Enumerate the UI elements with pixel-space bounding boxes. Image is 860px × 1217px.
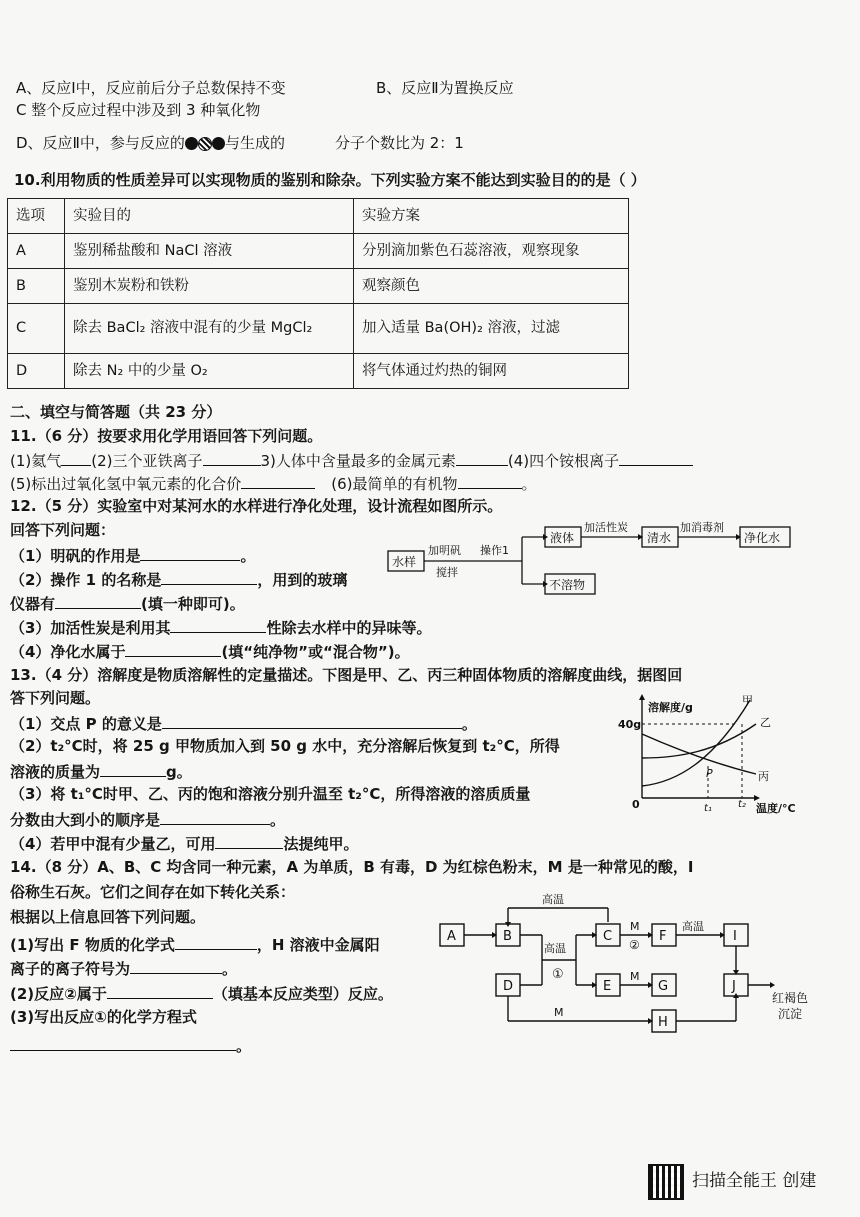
q12-sub-3-text: （3）加活性炭是利用其 <box>10 619 171 637</box>
label-precipitate-2: 沉淀 <box>778 1007 803 1021</box>
q14-sub-1-ion: 离子的离子符号为 <box>10 960 131 978</box>
answer-blank[interactable] <box>160 810 270 825</box>
answer-blank[interactable] <box>161 570 257 585</box>
table-header-row <box>8 199 629 234</box>
section-title: 二、填空与简答题（共 23 分） <box>10 403 222 421</box>
answer-blank[interactable] <box>10 1036 236 1051</box>
q9-option-b: B、反应Ⅱ为置换反应 <box>376 79 514 97</box>
q12-sub-1-period: 。 <box>240 547 256 565</box>
water-purification-flow <box>380 518 800 600</box>
answer-blank[interactable] <box>55 594 141 609</box>
label-m-dh: M <box>554 1006 564 1019</box>
x-axis-arrow <box>754 795 760 801</box>
flow-sample-label: 水样 <box>392 555 417 569</box>
option-goal: 鉴别木炭粉和铁粉 <box>65 269 354 304</box>
q12-sub-2-tail: ，用到的玻璃 <box>257 571 348 589</box>
y-axis-arrow <box>639 694 645 700</box>
flow-add-disinfect-label: 加消毒剂 <box>680 521 724 534</box>
answer-blank[interactable] <box>140 546 240 561</box>
flow-add-alum-label: 加明矾 <box>428 544 461 557</box>
option-goal: 除去 BaCl₂ 溶液中混有的少量 MgCl₂ <box>65 304 354 354</box>
q12-answer-intro: 回答下列问题： <box>10 521 116 539</box>
q14-stem-line-1: 14.（8 分）A、B、C 均含同一种元素，A 为单质，B 有毒，D 为红棕色粉末，M 是一种常见的酸，I <box>10 858 694 876</box>
scanner-watermark: 扫描全能王 创建 <box>692 1171 817 1191</box>
node-d: D <box>503 979 514 994</box>
q12-sub-4 <box>10 642 410 661</box>
q9-option-d-middle: 与生成的 <box>224 134 285 152</box>
q14-sub-1-cont <box>10 959 237 978</box>
label-high-temp-fi: 高温 <box>682 920 704 933</box>
q14-sub-1 <box>10 935 380 954</box>
q12-sub-2-text: （2）操作 1 的名称是 <box>10 571 162 589</box>
q9-option-d-suffix: 分子个数比为 2：1 <box>334 134 464 152</box>
q11-part-6: (6)最简单的有机物 <box>331 475 458 493</box>
answer-blank[interactable] <box>170 618 266 633</box>
table-header-cell: 实验方案 <box>354 199 629 234</box>
table-row <box>8 354 629 389</box>
q10-stem: 10.利用物质的性质差异可以实现物质的鉴别和除杂。下列实验方案不能达到实验目的的是（ ） <box>14 171 646 189</box>
x-axis-label: 温度/°C <box>756 802 796 814</box>
q11-line-1 <box>10 451 693 470</box>
label-reaction-2: ② <box>629 938 640 952</box>
answer-blank[interactable] <box>456 451 508 466</box>
q14-sub-1-tail: ，H 溶液中金属阳 <box>256 936 380 954</box>
q14-sub-2-tail: （填基本反应类型）反应。 <box>212 985 393 1003</box>
q13-sub-2-unit: g。 <box>166 763 192 781</box>
q14-answer-intro: 根据以上信息回答下列问题。 <box>10 908 206 926</box>
answer-blank[interactable] <box>125 642 221 657</box>
flow-add-carbon-label: 加活性炭 <box>584 521 628 534</box>
label-high-temp-top: 高温 <box>542 893 564 906</box>
x-tick-t1: t₁ <box>704 803 712 814</box>
q12-sub-1-text: （1）明矾的作用是 <box>10 547 141 565</box>
q11-stem: 11.（6 分）按要求用化学用语回答下列问题。 <box>10 427 323 445</box>
answer-blank[interactable] <box>61 451 91 466</box>
q14-sub-3-period: 。 <box>236 1037 252 1055</box>
flow-op1-label: 操作1 <box>480 544 509 557</box>
node-i: I <box>733 929 737 944</box>
answer-blank[interactable] <box>241 474 315 489</box>
q11-part-4: (4)四个铵根离子 <box>507 452 620 470</box>
q14-sub-1-period: 。 <box>222 960 238 978</box>
answer-blank[interactable] <box>100 762 166 777</box>
q13-sub-2-mass: 溶液的质量为 <box>10 763 101 781</box>
flow-pure-label: 净化水 <box>744 531 781 545</box>
q12-sub-1 <box>10 546 255 565</box>
q13-sub-1-period: 。 <box>461 715 477 733</box>
option-key: A <box>8 234 65 269</box>
answer-blank[interactable] <box>203 451 261 466</box>
table-row <box>8 269 629 304</box>
y-axis-label: 溶解度/g <box>648 701 693 714</box>
q14-stem-line-2: 俗称生石灰。它们之间存在如下转化关系： <box>10 883 296 901</box>
option-method: 加入适量 Ba(OH)₂ 溶液，过滤 <box>354 304 629 354</box>
q9-option-c: C 整个反应过程中涉及到 3 种氧化物 <box>16 101 261 119</box>
arrow-head <box>770 982 775 988</box>
answer-blank[interactable] <box>619 451 693 466</box>
x-tick-t2: t₂ <box>738 799 746 810</box>
molecule-dark-icon <box>185 137 198 150</box>
node-a: A <box>447 929 456 944</box>
answer-blank[interactable] <box>130 959 222 974</box>
flow-insoluble-label: 不溶物 <box>549 578 586 592</box>
q9-option-d-prefix: D、反应Ⅱ中，参与反应的 <box>16 134 185 152</box>
q11-line-2 <box>10 474 537 493</box>
series-label-yi: 乙 <box>760 716 771 729</box>
q14-sub-3: (3)写出反应①的化学方程式 <box>10 1008 197 1026</box>
table-row <box>8 234 629 269</box>
q12-stem: 12.（5 分）实验室中对某河水的水样进行净化处理，设计流程如图所示。 <box>10 497 503 515</box>
q13-sub-4 <box>10 834 358 853</box>
node-b: B <box>503 929 512 944</box>
qr-code-icon <box>648 1164 684 1200</box>
option-key: B <box>8 269 65 304</box>
molecule-dark-icon <box>212 137 225 150</box>
answer-blank[interactable] <box>458 474 522 489</box>
conversion-diagram <box>436 888 832 1036</box>
node-e: E <box>603 979 612 994</box>
q12-sub-3-tail: 性除去水样中的异味等。 <box>266 619 432 637</box>
q14-sub-2-text: (2)反应②属于 <box>10 985 107 1003</box>
q12-sub-2-instrument: 仪器有 <box>10 595 56 613</box>
y-tick-40g: 40g <box>618 718 642 731</box>
series-label-jia: 甲 <box>742 694 753 707</box>
table-header-cell: 选项 <box>8 199 65 234</box>
q11-part-5: (5)标出过氧化氢中氧元素的化合价 <box>10 475 242 493</box>
q14-sub-3-answer <box>10 1036 251 1055</box>
q13-stem-line-1: 13.（4 分）溶解度是物质溶解性的定量描述。下图是甲、乙、丙三种固体物质的溶解度曲线，据图回 <box>10 666 683 684</box>
q12-sub-2-hint: (填一种即可)。 <box>141 595 245 613</box>
q9-option-a: A、反应Ⅰ中，反应前后分子总数保持不变 <box>16 79 286 97</box>
q13-sub-3-order: 分数由大到小的顺序是 <box>10 811 161 829</box>
option-goal: 除去 N₂ 中的少量 O₂ <box>65 354 354 389</box>
q14-sub-1-text: (1)写出 F 物质的化学式 <box>10 936 175 954</box>
q13-sub-4-text: （4）若甲中混有少量乙，可用 <box>10 835 216 853</box>
q14-sub-2 <box>10 984 393 1003</box>
option-key: D <box>8 354 65 389</box>
curve-bing <box>642 734 756 774</box>
option-method: 观察颜色 <box>354 269 629 304</box>
q12-sub-2 <box>10 570 347 589</box>
label-m-eg: M <box>630 970 640 983</box>
q13-stem-line-2: 答下列问题。 <box>10 689 101 707</box>
node-f: F <box>659 929 667 944</box>
molecule-hatched-icon <box>198 137 212 151</box>
q11-period: 。 <box>521 475 537 493</box>
q11-part-3: 3)人体中含量最多的金属元素 <box>260 452 456 470</box>
series-label-bing: 丙 <box>758 770 769 783</box>
node-h: H <box>658 1015 668 1030</box>
q13-sub-4-tail: 法提纯甲。 <box>283 835 359 853</box>
q9-option-d <box>16 135 464 152</box>
answer-blank[interactable] <box>175 935 257 950</box>
option-method: 分别滴加紫色石蕊溶液，观察现象 <box>354 234 629 269</box>
answer-blank[interactable] <box>107 984 213 999</box>
origin-label: 0 <box>632 798 640 811</box>
label-high-temp-mid: 高温 <box>544 942 566 955</box>
q13-sub-2: （2）t₂°C时，将 25 g 甲物质加入到 50 g 水中，充分溶解后恢复到 t₂°C，所得 <box>10 737 560 755</box>
q13-sub-2-cont <box>10 762 192 781</box>
q11-part-1: (1)氦气 <box>10 452 62 470</box>
intersection-label-p: P <box>706 767 713 780</box>
label-m-cf: M <box>630 920 640 933</box>
q10-table <box>7 198 629 389</box>
q12-sub-3 <box>10 618 431 637</box>
label-precipitate-1: 红褐色 <box>772 991 809 1005</box>
q13-sub-1-text: （1）交点 P 的意义是 <box>10 715 162 733</box>
table-header-cell: 实验目的 <box>65 199 354 234</box>
answer-blank[interactable] <box>215 834 283 849</box>
q13-sub-3: （3）将 t₁°C时甲、乙、丙的饱和溶液分别升温至 t₂°C，所得溶液的溶质质量 <box>10 785 531 803</box>
q11-part-2: (2)三个亚铁离子 <box>91 452 203 470</box>
q12-sub-4-tail: (填“纯净物”或“混合物”)。 <box>221 643 410 661</box>
q13-sub-3-cont <box>10 810 285 829</box>
q13-sub-3-period: 。 <box>270 811 286 829</box>
label-reaction-1: ① <box>552 967 564 982</box>
option-key: C <box>8 304 65 354</box>
option-goal: 鉴别稀盐酸和 NaCl 溶液 <box>65 234 354 269</box>
flow-clear-label: 清水 <box>647 531 672 545</box>
flow-stir-label: 搅拌 <box>436 566 458 579</box>
option-method: 将气体通过灼热的铜网 <box>354 354 629 389</box>
solubility-curve-figure <box>618 694 818 814</box>
flow-liquid-label: 液体 <box>550 531 575 545</box>
box-j <box>724 974 748 996</box>
node-c: C <box>603 929 613 944</box>
q13-sub-1 <box>10 714 477 733</box>
node-j: J <box>732 979 736 994</box>
q12-sub-2-cont <box>10 594 245 613</box>
node-g: G <box>658 979 669 994</box>
answer-blank[interactable] <box>162 714 462 729</box>
q12-sub-4-text: （4）净化水属于 <box>10 643 126 661</box>
table-row <box>8 304 629 354</box>
